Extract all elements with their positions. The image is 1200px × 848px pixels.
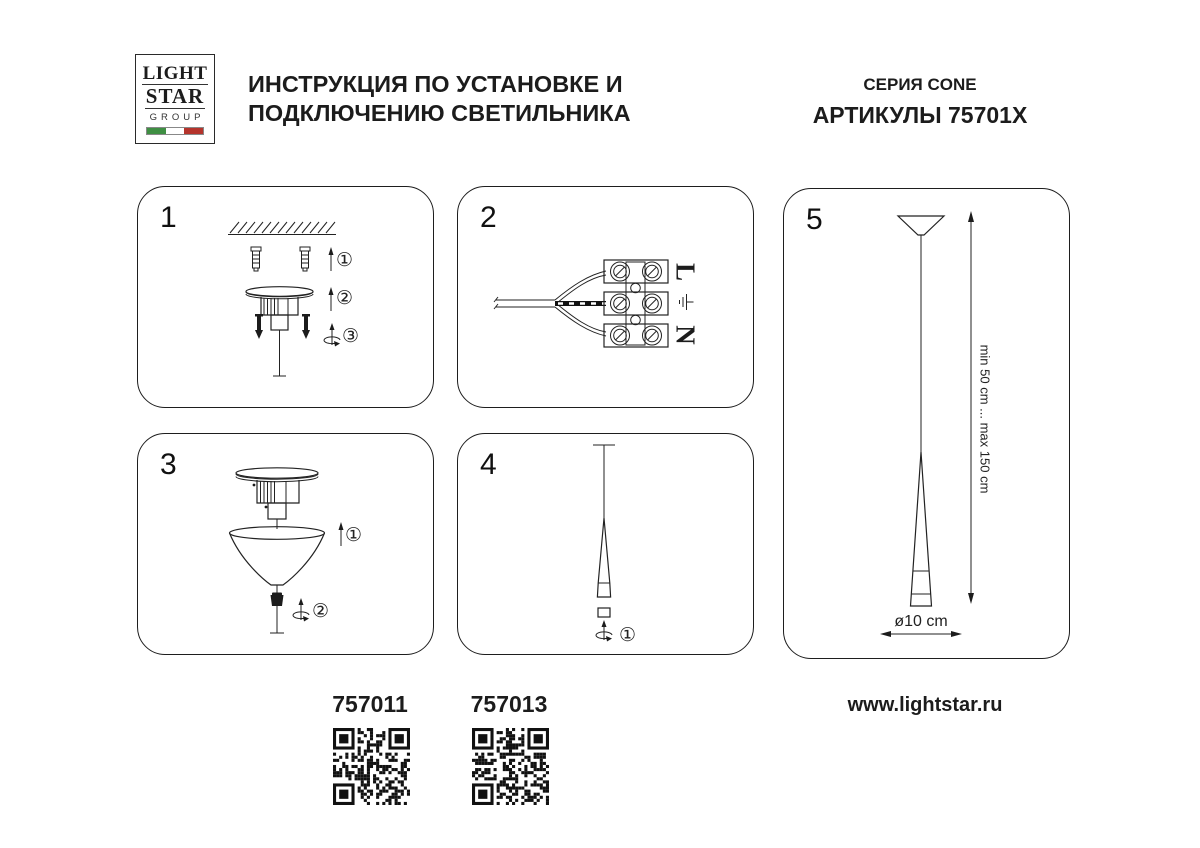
panel-5-drawing [784, 189, 1069, 658]
pendant-cone [911, 452, 932, 606]
step-1-badge: ① [345, 524, 363, 546]
terminal-block [604, 260, 668, 347]
wall-dowel-icon [300, 247, 310, 271]
title-line-2: ПОДКЛЮЧЕНИЮ СВЕТИЛЬНИКА [248, 100, 631, 126]
panel-2-drawing [458, 187, 753, 407]
panel-1-number: 1 [160, 201, 177, 234]
rotate-icon [324, 323, 340, 347]
ceiling-hatch [228, 222, 336, 235]
qr-code [333, 728, 410, 805]
rotate-icon [293, 598, 309, 622]
ceiling-canopy [898, 216, 944, 235]
articles-label: АРТИКУЛЫ 75701X [812, 102, 1028, 128]
panel-step-3 [137, 433, 434, 655]
step-3-badge: ③ [342, 325, 360, 347]
height-range-label: min 50 cm ... max 150 cm [977, 344, 993, 494]
diameter-dimension-arrow [880, 631, 962, 637]
suspension-cable [270, 606, 284, 633]
cone-shade [230, 527, 325, 585]
series-label: СЕРИЯ CONE [863, 75, 977, 94]
italian-flag-icon [146, 127, 204, 135]
series-block [800, 75, 1040, 130]
up-arrow-icon [329, 287, 334, 311]
page-title [248, 70, 708, 128]
article-code-2: 757013 [470, 691, 548, 717]
suspension-cable [273, 330, 286, 376]
panel-step-2 [457, 186, 754, 408]
ceiling-mount [246, 287, 313, 330]
black-nut [271, 593, 284, 607]
panel-step-5 [783, 188, 1070, 659]
terminal-label-neutral: N [670, 325, 701, 345]
screw-icon [302, 314, 310, 339]
panel-2-number: 2 [480, 201, 497, 234]
ceiling-mount [236, 468, 318, 519]
title-line-1: ИНСТРУКЦИЯ ПО УСТАНОВКЕ И [248, 71, 623, 97]
wire-to-N [555, 304, 606, 336]
panel-step-4 [457, 433, 754, 655]
rotate-icon [596, 620, 612, 642]
step-2-badge: ② [312, 600, 330, 622]
panel-3-number: 3 [160, 448, 177, 481]
panel-step-1 [137, 186, 434, 408]
panel-4-drawing [458, 434, 753, 654]
terminal-label-line: L [670, 262, 701, 282]
panel-3-drawing [138, 434, 433, 654]
earth-symbol [673, 293, 694, 311]
up-arrow-icon [329, 247, 334, 271]
terminal-row-earth [604, 292, 668, 315]
up-arrow-icon [339, 522, 344, 546]
panel-1-drawing [138, 187, 433, 407]
suspension-cable [593, 445, 615, 518]
logo-word-light: LIGHT [142, 62, 208, 84]
lightstar-logo [135, 54, 215, 144]
terminal-row-L [604, 260, 668, 283]
panel-5-number: 5 [806, 203, 823, 236]
lamp-cap [598, 608, 610, 617]
panel-4-number: 4 [480, 448, 497, 481]
screw-icon [255, 314, 263, 339]
height-dimension-arrow [968, 211, 974, 604]
website-url: www.lightstar.ru [847, 694, 1003, 716]
diameter-label: ø10 cm [894, 613, 948, 630]
qr-code [472, 728, 549, 805]
step-2-badge: ② [336, 287, 354, 309]
step-1-badge: ① [336, 249, 354, 271]
wire-to-L [555, 271, 606, 303]
terminal-row-N [604, 324, 668, 347]
step-1-badge: ① [619, 624, 637, 646]
supply-cable [494, 297, 555, 309]
pendant-cone [597, 518, 610, 597]
logo-word-group: GROUP [149, 111, 205, 123]
wall-dowel-icon [251, 247, 261, 271]
logo-word-star: STAR [145, 83, 205, 108]
article-code-1: 757011 [332, 691, 408, 717]
